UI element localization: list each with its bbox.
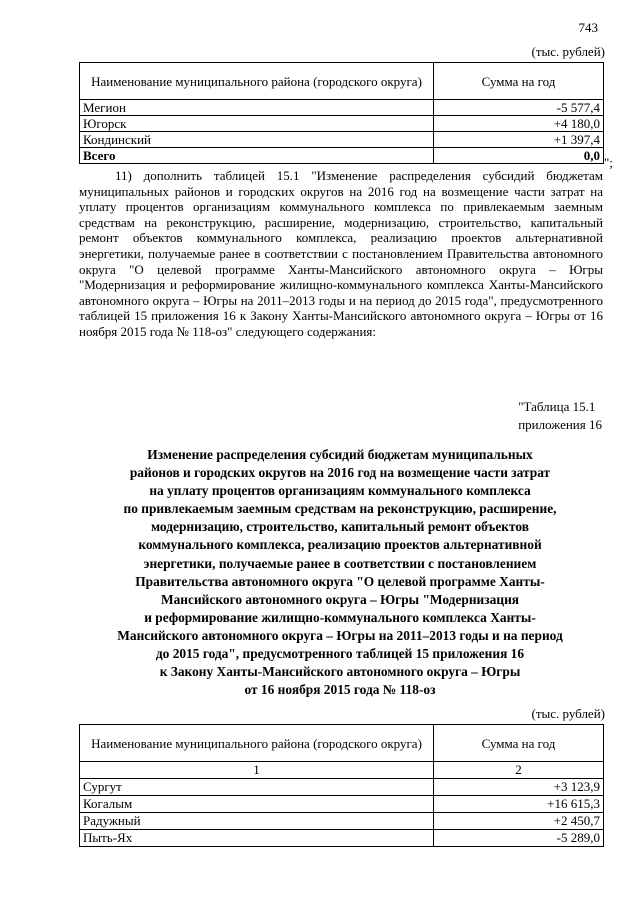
municipality-cell: Пыть-Ях (80, 830, 434, 847)
column-index-row (80, 762, 604, 779)
table-row (80, 830, 604, 847)
amount-cell: +1 397,4 (434, 132, 604, 148)
title-line: к Закону Ханты-Мансийского автономного округа – Югры (159, 664, 521, 680)
table-row (80, 100, 604, 116)
title-line: до 2015 года", предусмотренного таблицей 15 приложения 16 (155, 646, 525, 662)
table1-unit-label: (тыс. рублей) (531, 44, 605, 59)
title-line: энергетики, получаемые ранее в соответствии с постановлением (143, 555, 537, 571)
table-row (80, 779, 604, 796)
title-line: Мансийского автономного округа – Югры "Модернизация (160, 591, 520, 607)
header-amount: Сумма на год (434, 725, 604, 762)
header-municipality: Наименование муниципального района (городского округа) (80, 725, 434, 762)
amendment-paragraph (79, 168, 603, 340)
column-index-cell: 1 (80, 762, 434, 779)
municipality-cell: Радужный (80, 813, 434, 830)
title-line: модернизацию, строительство, капитальный ремонт объектов (150, 519, 530, 535)
municipality-cell: Кондинский (80, 132, 434, 148)
title-line: районов и городских округов на 2016 год на возмещение части затрат (129, 465, 551, 481)
amount-cell: +2 450,7 (434, 813, 604, 830)
page-number: 743 (578, 20, 598, 35)
table2 (79, 724, 604, 847)
table-row (80, 796, 604, 813)
amount-cell: +3 123,9 (434, 779, 604, 796)
municipality-cell: Когалым (80, 796, 434, 813)
table-ref-line: приложения 16 (518, 417, 602, 432)
title-line: по привлекаемым заемным средствам на реконструкцию, расширение, (123, 501, 557, 517)
table-title (60, 446, 620, 699)
header-amount: Сумма на год (434, 63, 604, 100)
table-row (80, 116, 604, 132)
municipality-cell: Мегион (80, 100, 434, 116)
table1 (79, 62, 604, 164)
table-row (80, 813, 604, 830)
total-label: Всего (80, 148, 434, 164)
amount-cell: -5 577,4 (434, 100, 604, 116)
header-municipality: Наименование муниципального района (городского округа) (80, 63, 434, 100)
table-header-row (80, 725, 604, 762)
paragraph-text: 11) дополнить таблицей 15.1 "Изменение распределения субсидий бюджетам муниципальных районов и городских округов на 2016 год на возмещение части затрат на уплату процентов организациям коммунального комплекса по привлекаемым заемным средствам на реконструкцию, расширение, модернизацию, строительство, капитальный ремонт объектов коммунального комплекса, реализацию проектов альтернативной энергетики, получаемые ранее в соответствии с постановлением Правительства автономного округа "О целевой программе Ханты-Мансийского автономного округа – Югры "Модернизация и реформирование жилищно-коммунального комплекса Ханты-Мансийского автономного округа – Югры на 2011–2013 годы и на период до 2015 года", предусмотренного таблицей 15 приложения 16 к Закону Ханты-Мансийского автономного округа – Югры от 16 ноября 2015 года № 118-оз" следующего содержания: (79, 168, 603, 339)
municipality-cell: Сургут (80, 779, 434, 796)
table-ref-line: "Таблица 15.1 (518, 399, 596, 414)
amount-cell: +4 180,0 (434, 116, 604, 132)
total-amount: 0,0 (434, 148, 604, 164)
total-row (80, 148, 604, 164)
title-line: коммунального комплекса, реализацию проектов альтернативной (138, 537, 542, 553)
municipality-cell: Югорск (80, 116, 434, 132)
title-line: Мансийского автономного округа – Югры на 2011–2013 годы и на период (117, 627, 563, 643)
table-header-row (80, 63, 604, 100)
title-line: от 16 ноября 2015 года № 118-оз (244, 682, 436, 698)
title-line: Правительства автономного округа "О целевой программе Ханты- (135, 573, 545, 589)
closing-quote: "; (604, 155, 613, 170)
title-line: Изменение распределения субсидий бюджетам муниципальных (147, 447, 533, 462)
column-index-cell: 2 (434, 762, 604, 779)
amount-cell: -5 289,0 (434, 830, 604, 847)
table-row (80, 132, 604, 148)
amount-cell: +16 615,3 (434, 796, 604, 813)
title-line: и реформирование жилищно-коммунального комплекса Ханты- (144, 609, 536, 625)
table2-unit-label: (тыс. рублей) (531, 706, 605, 721)
table-reference (518, 398, 602, 434)
title-line: на уплату процентов организациям коммунального комплекса (149, 483, 531, 499)
